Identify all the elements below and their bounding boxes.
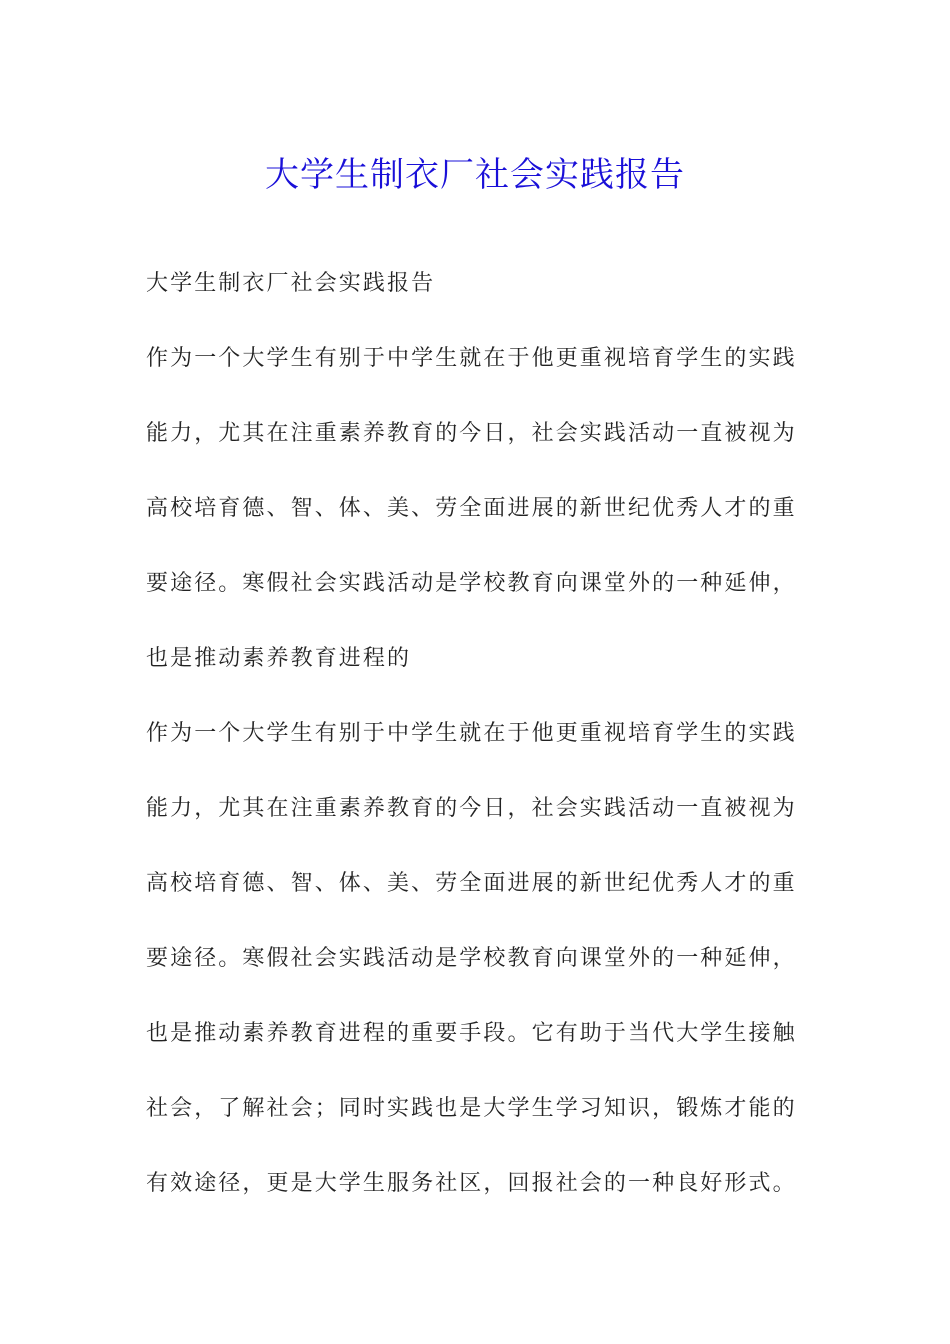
paragraph-line: 作为一个大学生有别于中学生就在于他更重视培育学生的实践 [146, 721, 797, 746]
paragraph-line: 也是推动素养教育进程的 [146, 646, 412, 671]
paragraph-1 [146, 321, 810, 696]
paragraph-line: 能力，尤其在注重素养教育的今日，社会实践活动一直被视为 [146, 796, 797, 821]
paragraph-line: 高校培育德、智、体、美、劳全面进展的新世纪优秀人才的重 [146, 871, 797, 896]
paragraph-line: 要途径。寒假社会实践活动是学校教育向课堂外的一种延伸， [146, 571, 797, 596]
paragraph-line: 社会，了解社会；同时实践也是大学生学习知识，锻炼才能的 [146, 1096, 797, 1121]
paragraph-line: 有效途径，更是大学生服务社区，回报社会的一种良好形式。 [146, 1171, 797, 1196]
document-body [146, 246, 810, 1221]
paragraph-line: 高校培育德、智、体、美、劳全面进展的新世纪优秀人才的重 [146, 496, 797, 521]
paragraph-line: 要途径。寒假社会实践活动是学校教育向课堂外的一种延伸， [146, 946, 797, 971]
paragraph-line: 能力，尤其在注重素养教育的今日，社会实践活动一直被视为 [146, 421, 797, 446]
document-title: 大学生制衣厂社会实践报告 [265, 154, 685, 195]
paragraph-line: 作为一个大学生有别于中学生就在于他更重视培育学生的实践 [146, 346, 797, 371]
subtitle-line: 大学生制衣厂社会实践报告 [146, 271, 436, 296]
paragraph-2 [146, 696, 810, 1221]
paragraph-line: 也是推动素养教育进程的重要手段。它有助于当代大学生接触 [146, 1021, 797, 1046]
